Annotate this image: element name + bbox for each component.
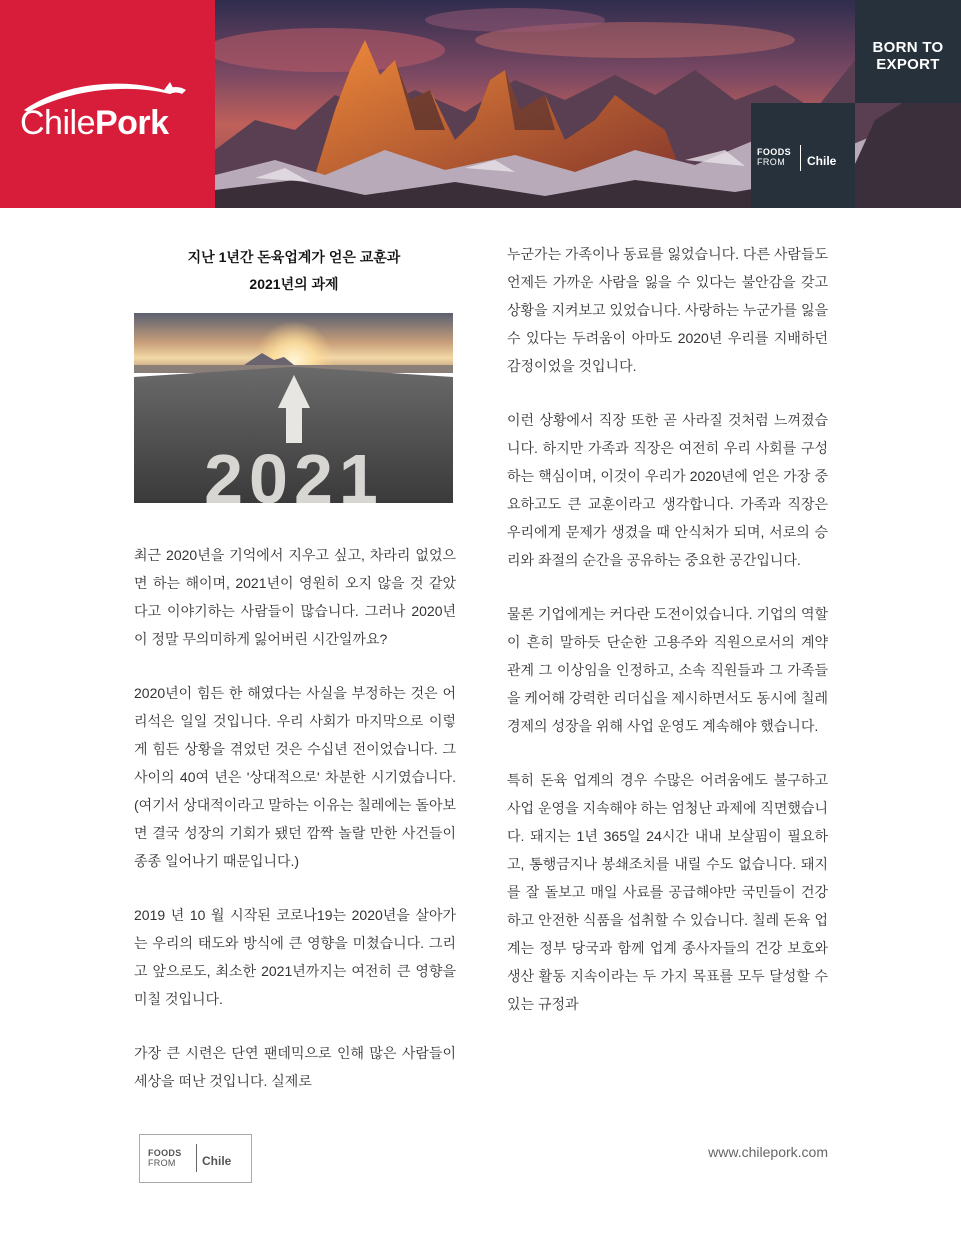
chilepork-logo — [14, 76, 204, 146]
page-header — [0, 0, 961, 208]
logo-part-chile: Chile — [20, 104, 95, 142]
right-paragraph-3: 물론 기업에게는 커다란 도전이었습니다. 기업의 역할이 흔히 말하듯 단순한 고용주와 직원으로서의 계약 관계 그 이상임을 인정하고, 소속 직원들과 그 가족들을 케어해 강력한 리더십을 제시하면서도 동시에 칠레 경제의 성장을 위해 사업 운영도 계속해야 했습니다. — [507, 606, 828, 734]
road-illustration — [134, 313, 453, 503]
left-paragraph-3: 2019 년 10 월 시작된 코로나19는 2020년을 살아가는 우리의 태도와 방식에 큰 영향을 미쳤습니다. 그리고 앞으로도, 최소한 2021년까지는 여전히 큰 영향을 미칠 것입니다. — [134, 907, 456, 1007]
right-paragraph-4: 특히 돈육 업계의 경우 수많은 어려움에도 불구하고 사업 운영을 지속해야 하는 엄청난 과제에 직면했습니다. 돼지는 1년 365일 24시간 내내 보살핌이 필요하고, 통행금지나 봉쇄조치를 내릴 수도 없습니다. 돼지를 잘 돌보고 매일 사료를 공급해야만 국민들이 건강하고 안전한 식품을 섭취할 수 있습니다. 칠레 돈육 업계는 정부 당국과 함께 업계 종사자들의 건강 보호와 생산 활동 지속이라는 두 가지 목표를 모두 달성할 수 있는 규정과 — [507, 772, 828, 1012]
right-paragraph-2: 이런 상황에서 직장 또한 곧 사라질 것처럼 느껴졌습니다. 하지만 가족과 직장은 여전히 우리 사회를 구성하는 핵심이며, 이것이 우리가 2020년에 얻은 가장 중요하고도 큰 교훈이라고 생각합니다. 가족과 직장은 우리에게 문제가 생겼을 때 안식처가 되며, 서로의 승리와 좌절의 순간을 공유하는 중요한 공간입니다. — [507, 412, 828, 568]
title-line-2: 2021년의 과제 — [249, 276, 339, 292]
article-title — [134, 244, 454, 298]
website-url[interactable]: www.chilepork.com — [708, 1144, 828, 1160]
born-line-1: BORN TO — [872, 39, 944, 56]
road-year-text: 2021 — [204, 440, 384, 503]
title-line-1: 지난 1년간 돈육업계가 얻은 교훈과 — [187, 249, 401, 265]
from-label: FROM — [757, 157, 786, 167]
left-paragraph-1: 최근 2020년을 기억에서 지우고 싶고, 차라리 없었으면 하는 해이며, 2021년이 영원히 오지 않을 것 같았다고 이야기하는 사람들이 많습니다. 그러나 2020년이 정말 무의미하게 잃어버린 시간일까요? — [134, 547, 456, 647]
brand-panel — [0, 0, 215, 208]
footer-foods-label: FOODS — [148, 1148, 182, 1158]
left-column — [134, 541, 456, 1121]
foods-label: FOODS — [757, 147, 792, 157]
chile-label: Chile — [807, 154, 837, 168]
born-to-export-badge — [855, 0, 961, 103]
logo-wordmark — [20, 104, 169, 143]
footer-from-label: FROM — [148, 1158, 176, 1168]
born-line-2: EXPORT — [876, 56, 940, 73]
footer-chile-label: Chile — [202, 1154, 232, 1168]
right-column — [507, 240, 828, 1044]
road-2021-image — [134, 313, 453, 503]
right-paragraph-1: 누군가는 가족이나 동료를 잃었습니다. 다른 사람들도 언제든 가까운 사람을 잃을 수 있다는 불안감을 갖고 상황을 지켜보고 있었습니다. 사랑하는 누군가를 잃을 수 있다는 두려움이 아마도 2020년 우리를 지배하던 감정이었을 것입니다. — [507, 246, 828, 374]
left-paragraph-2: 2020년이 힘든 한 해였다는 사실을 부정하는 것은 어리석은 일일 것입니다. 우리 사회가 마지막으로 이렇게 힘든 상황을 겪었던 것은 수십년 전이었습니다. 그 사이의 40여 년은 '상대적으로' 차분한 시기였습니다. (여기서 상대적이라고 말하는 이유는 칠레에는 돌아보면 결국 성장의 기회가 됐던 깜짝 놀랄 만한 사건들이 종종 일어나기 때문입니다.) — [134, 685, 456, 869]
logo-part-pork: Pork — [94, 104, 169, 142]
footer-logo-divider — [196, 1144, 197, 1172]
badge-divider — [800, 145, 801, 171]
footer-foods-from-chile-logo — [139, 1134, 252, 1183]
left-paragraph-4: 가장 큰 시련은 단연 팬데믹으로 인해 많은 사람들이 세상을 떠난 것입니다. 실제로 — [134, 1045, 456, 1089]
foods-from-chile-badge — [751, 103, 855, 208]
